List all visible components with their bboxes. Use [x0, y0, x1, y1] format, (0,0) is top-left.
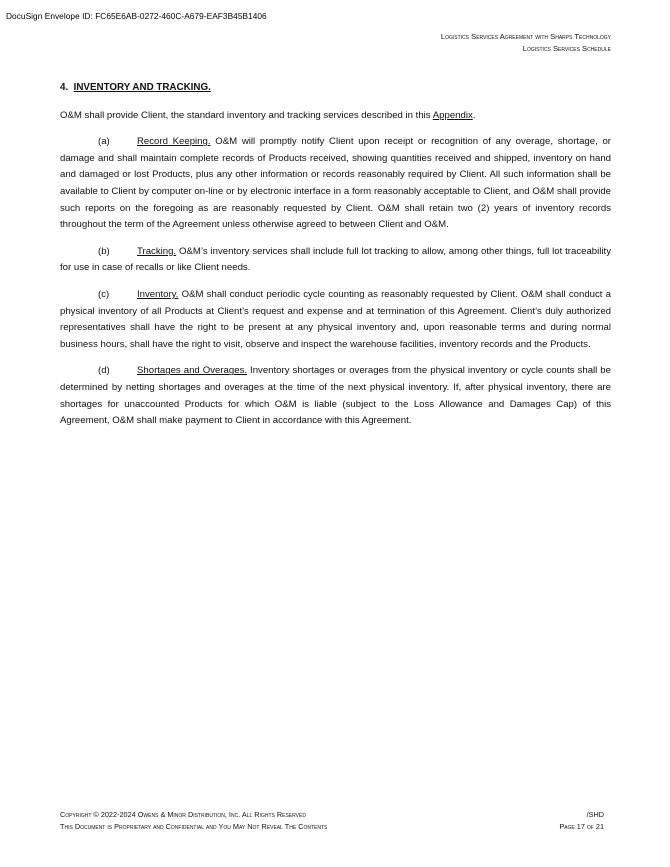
subsection-tracking [60, 244, 611, 277]
subsection-text: O&M’s inventory services shall include full lot tracking to allow, among other things, full lot traceability for use in case of recalls or like Client needs. [60, 245, 611, 274]
subsection-label: (a) [98, 136, 110, 148]
footer-legal [60, 809, 327, 833]
subsection-inventory [60, 287, 611, 353]
subsection-record-keeping [60, 134, 611, 234]
envelope-id: DocuSign Envelope ID: FC65E6AB-0272-460C-A679-EAF3B45B1406 [6, 11, 267, 21]
footer-copyright: Copyright © 2022-2024 Owens & Minor Distribution, Inc. All Rights Reserved [60, 810, 306, 819]
document-header [441, 31, 611, 55]
subsection-label: (b) [98, 245, 110, 257]
subsection-text: O&M shall conduct periodic cycle counting as reasonably requested by Client. O&M shall conduct a physical inventory of all Products at Client’s request and expense and at termination of this Agreement. Client’s duly authorized representatives shall have the right to be present at any physical inventory and, upon reasonable terms and during normal business hours, shall have the right to visit, observe and inspect the warehouse facilities, inventory records and the Products. [60, 288, 611, 350]
subsection-shortages-overages [60, 363, 611, 429]
footer-page-info [559, 809, 604, 833]
subsection-heading: Record Keeping. [137, 136, 211, 148]
subsection-heading: Inventory. [137, 288, 179, 300]
header-agreement-title: Logistics Services Agreement with Sharps Technology [440, 32, 611, 41]
footer-initials: /SHD [586, 810, 604, 819]
footer-page-number: Page 17 of 21 [559, 822, 604, 831]
document-body [60, 80, 611, 440]
subsection-heading: Shortages and Overages. [137, 365, 248, 377]
intro-paragraph [60, 108, 611, 125]
subsection-label: (d) [98, 365, 110, 377]
section-title: INVENTORY AND TRACKING. [73, 82, 211, 93]
intro-end: . [472, 109, 476, 121]
appendix-link[interactable]: Appendix [432, 109, 473, 121]
section-number: 4. [60, 82, 69, 93]
subsection-heading: Tracking. [137, 245, 177, 257]
subsection-label: (c) [98, 288, 110, 300]
section-heading [60, 80, 611, 97]
intro-text: O&M shall provide Client, the standard inventory and tracking services described in this [60, 109, 433, 121]
header-schedule-title: Logistics Services Schedule [522, 44, 611, 53]
subsection-text: Inventory shortages or overages from the physical inventory or cycle counts shall be determined by netting shortages and overages at the time of the next physical inventory. If, after physical inventory, there are shortages for unaccounted Products for which O&M is liable (subject to the Loss Allowance and Damages Cap) of this Agreement, O&M shall make payment to Client in accordance with this Agreement. [60, 365, 611, 427]
subsection-text: O&M will promptly notify Client upon receipt or recognition of any overage, shortage, or damage and shall maintain complete records of Products received, showing quantities received and shipped, inventory on hand and damaged or lost Products, plus any other information or records reasonably required by Client. All such information shall be available to Client by computer on-line or by electronic interface in a form reasonably acceptable to Client, and O&M shall provide such reports on the foregoing as are reasonably requested by Client. O&M shall retain two (2) years of inventory records throughout the term of the Agreement unless otherwise agreed to between Client and O&M. [60, 136, 611, 231]
footer-confidential: This Document is Proprietary and Confidential and You May Not Reveal The Contents [60, 822, 328, 831]
